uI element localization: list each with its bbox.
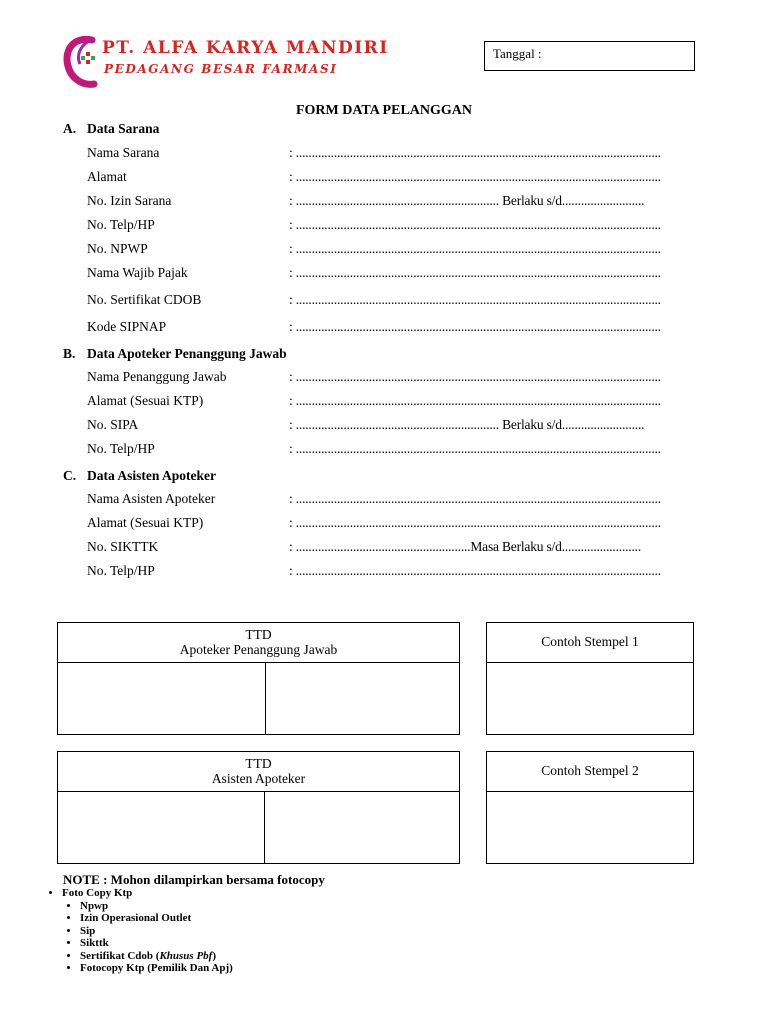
note-item: • Npwp [80, 900, 233, 913]
date-field[interactable] [484, 41, 695, 71]
note-item: • Izin Operasional Outlet [80, 912, 233, 925]
ttd-asisten-box[interactable] [57, 751, 460, 864]
field-nama-penanggung-jawab[interactable]: Nama Penanggung Jawab : ................................................................................................................... [87, 369, 661, 384]
field-no-telp-aa[interactable]: No. Telp/HP : ................................................................................................................... [87, 563, 661, 578]
note-item: • Sip [80, 925, 233, 938]
date-label: Tanggal : [493, 46, 542, 61]
company-logo [62, 34, 100, 90]
field-alamat-ktp-apj[interactable]: Alamat (Sesuai KTP) : ................................................................................................................... [87, 393, 661, 408]
field-no-telp-apj[interactable]: No. Telp/HP : ................................................................................................................... [87, 441, 661, 456]
field-no-izin-sarana[interactable]: No. Izin Sarana : ................................................................ Berlaku s/d.......................... [87, 193, 645, 208]
note-list [48, 887, 233, 975]
stempel-1-box[interactable] [486, 622, 694, 735]
field-alamat[interactable]: Alamat : ................................................................................................................... [87, 169, 661, 184]
stempel-1-label: Contoh Stempel 1 [487, 623, 693, 663]
note-item: • Sikttk [80, 937, 233, 950]
section-c-heading: C. Data Asisten Apoteker [63, 468, 216, 483]
ttd-label: TTD [245, 756, 272, 771]
ttd-role-label: Apoteker Penanggung Jawab [179, 642, 338, 657]
field-alamat-ktp-aa[interactable]: Alamat (Sesuai KTP) : ................................................................................................................... [87, 515, 661, 530]
stempel-2-box[interactable] [486, 751, 694, 864]
field-no-sertifikat-cdob[interactable]: No. Sertifikat CDOB : ................................................................................................................... [87, 292, 661, 307]
field-nama-asisten-apoteker[interactable]: Nama Asisten Apoteker : ................................................................................................................... [87, 491, 661, 506]
field-no-telp[interactable]: No. Telp/HP : ................................................................................................................... [87, 217, 661, 232]
field-no-sipa[interactable]: No. SIPA : ................................................................ Berlaku s/d.......................... [87, 417, 645, 432]
stempel-2-label: Contoh Stempel 2 [487, 752, 693, 792]
field-nama-wajib-pajak[interactable]: Nama Wajib Pajak : ................................................................................................................... [87, 265, 661, 280]
field-kode-sipnap[interactable]: Kode SIPNAP : ................................................................................................................... [87, 319, 661, 334]
section-b-heading: B. Data Apoteker Penanggung Jawab [63, 346, 287, 361]
company-subtitle: PEDAGANG BESAR FARMASI [104, 62, 338, 76]
note-item: • Fotocopy Ktp (Pemilik Dan Apj) [80, 962, 233, 975]
signature-divider [264, 792, 265, 863]
ttd-asisten-header [58, 752, 459, 792]
ttd-apoteker-box[interactable] [57, 622, 460, 735]
section-a-heading: A. Data Sarana [63, 121, 160, 136]
note-title: NOTE : Mohon dilampirkan bersama fotocopy [63, 872, 325, 887]
form-title: FORM DATA PELANGGAN [295, 103, 473, 118]
ttd-label: TTD [245, 627, 272, 642]
ttd-role-label: Asisten Apoteker [211, 771, 306, 786]
note-item: • Foto Copy Ktp • Npwp • Izin Operasional Outlet • Sip • Sikttk • Sertifikat Cdob (Khusus Pbf) • Fotocopy Ktp (Pemilik Dan Apj) [62, 887, 233, 975]
field-nama-sarana[interactable]: Nama Sarana : ................................................................................................................... [87, 145, 661, 160]
company-name: PT. ALFA KARYA MANDIRI [102, 38, 389, 58]
ttd-apoteker-header [58, 623, 459, 663]
signature-divider [265, 663, 266, 734]
note-item: • Sertifikat Cdob (Khusus Pbf) [80, 950, 233, 963]
field-no-sikttk[interactable]: No. SIKTTK : .......................................................Masa Berlaku s/d......................... [87, 539, 642, 554]
field-no-npwp[interactable]: No. NPWP : ................................................................................................................... [87, 241, 661, 256]
